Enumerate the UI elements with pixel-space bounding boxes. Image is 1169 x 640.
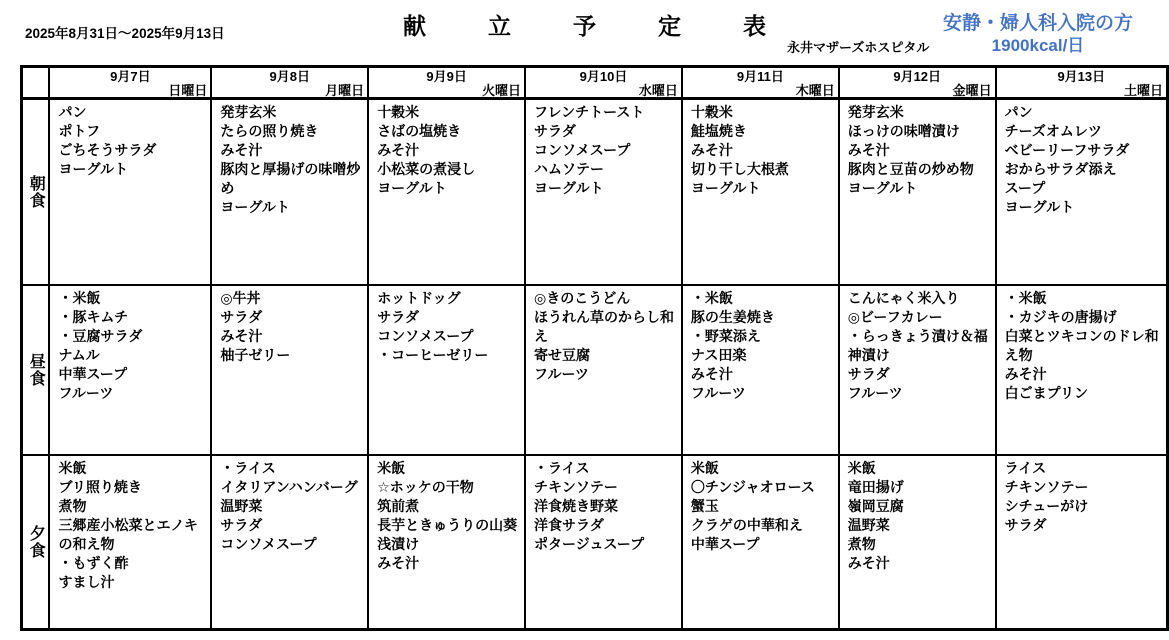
menu-cell — [211, 99, 368, 285]
menu-item: みそ汁 — [377, 554, 420, 571]
menu-item: ☆ホッケの干物 — [377, 478, 474, 495]
menu-cell-items — [840, 286, 995, 406]
menu-item: 蟹玉 — [690, 497, 719, 514]
menu-cell — [368, 285, 525, 455]
menu-item: ほうれん草のからし和え — [534, 308, 675, 344]
menu-item: みそ汁 — [847, 554, 890, 571]
menu-item: 温野菜 — [220, 497, 263, 514]
menu-item: フルーツ — [690, 384, 746, 401]
menu-item: フレンチトースト — [534, 104, 645, 120]
menu-table-header — [22, 67, 1168, 99]
menu-item: ヨーグルト — [1004, 199, 1075, 215]
menu-item: 煮物 — [847, 535, 876, 552]
menu-item: チキンソテー — [1004, 478, 1089, 495]
menu-item: 〇チンジャオロース — [690, 478, 815, 495]
menu-cell — [525, 285, 682, 455]
day-weekday: 木曜日 — [795, 83, 835, 98]
meal-label: 昼食 — [27, 352, 45, 387]
menu-item: 豚の生姜焼き — [690, 308, 775, 325]
menu-cell — [682, 455, 839, 630]
menu-item: コンソメスープ — [220, 535, 317, 552]
menu-item: チキンソテー — [534, 478, 618, 495]
day-weekday: 土曜日 — [1123, 83, 1163, 98]
menu-item: 十穀米 — [690, 104, 733, 120]
menu-item: 米飯 — [377, 459, 406, 476]
menu-cell-items — [997, 100, 1166, 220]
menu-cell — [49, 455, 211, 630]
menu-item: サラダ — [847, 365, 890, 382]
menu-item: サラダ — [220, 308, 263, 325]
menu-cell-items — [50, 286, 210, 406]
menu-table — [20, 65, 1169, 631]
menu-item: 発芽玄米 — [847, 104, 904, 120]
day-header-5 — [682, 67, 839, 99]
diet-note-audience: 安静・婦人科入院の方 — [942, 13, 1133, 34]
menu-cell-items — [840, 456, 995, 576]
menu-item: ヨーグルト — [58, 161, 129, 177]
menu-cell — [682, 285, 839, 455]
menu-item: ・米飯 — [690, 289, 733, 306]
day-header-7 — [996, 67, 1168, 99]
menu-item: チーズオムレツ — [1004, 123, 1102, 139]
day-date: 9月11日 — [736, 69, 784, 84]
menu-item: すまし汁 — [58, 573, 115, 590]
menu-cell-items — [212, 100, 367, 220]
menu-item: ◎きのこうどん — [534, 289, 631, 306]
menu-item: ポトフ — [58, 123, 101, 139]
menu-item: 筑前煮 — [377, 497, 420, 514]
diet-note-kcal: 1900kcal/日 — [991, 35, 1085, 55]
menu-item: ・らっきょう漬け＆福神漬け — [847, 327, 988, 363]
menu-cell-items — [997, 456, 1166, 538]
menu-table-body — [22, 99, 1168, 630]
menu-item: みそ汁 — [220, 142, 263, 158]
meal-label-cell — [22, 455, 50, 630]
menu-cell-items — [369, 456, 524, 576]
page-title: 献立予定表 — [403, 13, 828, 39]
menu-item: イタリアンハンバーグ — [220, 478, 358, 495]
menu-cell-items — [683, 286, 838, 406]
day-weekday: 月曜日 — [325, 83, 365, 98]
menu-item: ・カジキの唐揚げ — [1004, 308, 1117, 325]
menu-item: ライス — [1004, 459, 1047, 476]
menu-item: ホットドッグ — [377, 289, 461, 306]
menu-item: ナムル — [58, 346, 100, 363]
menu-item: パン — [1004, 104, 1033, 120]
menu-cell-items — [212, 456, 367, 557]
menu-item: みそ汁 — [847, 142, 890, 158]
menu-item: 米飯 — [58, 459, 87, 476]
menu-cell-items — [50, 100, 210, 182]
menu-item: ほっけの味噌漬け — [847, 123, 960, 139]
menu-item: ・米飯 — [58, 289, 101, 306]
day-date: 9月9日 — [426, 69, 467, 84]
menu-cell — [996, 455, 1168, 630]
menu-item: フルーツ — [847, 384, 903, 401]
menu-cell — [49, 285, 211, 455]
menu-item: 洋食焼き野菜 — [534, 497, 619, 514]
menu-cell — [525, 99, 682, 285]
menu-item: 小松菜の煮浸し — [377, 161, 476, 177]
menu-item: フルーツ — [534, 365, 589, 382]
menu-item: ◎牛丼 — [220, 289, 261, 306]
meal-row-breakfast — [22, 99, 1168, 285]
menu-item: みそ汁 — [1004, 365, 1047, 382]
menu-item: 寄せ豆腐 — [534, 346, 591, 363]
menu-item: 発芽玄米 — [220, 104, 277, 120]
menu-item: 柚子ゼリー — [220, 346, 291, 363]
menu-item: ヨーグルト — [377, 180, 447, 196]
meal-row-dinner — [22, 455, 1168, 630]
menu-cell — [368, 99, 525, 285]
menu-cell-items — [212, 286, 367, 368]
menu-item: さばの塩焼き — [377, 123, 462, 139]
menu-item: サラダ — [377, 308, 420, 325]
menu-item: サラダ — [534, 123, 576, 139]
menu-item: 長芋ときゅうりの山葵浅漬け — [377, 516, 518, 552]
menu-cell — [211, 455, 368, 630]
menu-item: フルーツ — [58, 384, 114, 401]
menu-item: ・コーヒーゼリー — [377, 346, 489, 363]
menu-cell — [839, 455, 996, 630]
date-range: 2025年8月31日～2025年9月13日 — [25, 26, 225, 41]
menu-item: 中華スープ — [690, 535, 760, 552]
menu-item: おからサラダ添え — [1004, 161, 1117, 177]
menu-cell-items — [369, 100, 524, 201]
day-header-3 — [368, 67, 525, 99]
menu-item: ・豆腐サラダ — [58, 327, 143, 344]
menu-item: ◎ビーフカレー — [847, 308, 943, 325]
day-weekday: 金曜日 — [952, 83, 992, 98]
menu-item: ヨーグルト — [847, 180, 918, 196]
corner-cell — [22, 67, 50, 99]
menu-item: 竜田揚げ — [847, 478, 904, 495]
day-weekday: 火曜日 — [482, 83, 522, 98]
menu-item: ヨーグルト — [690, 180, 761, 196]
day-date: 9月10日 — [579, 69, 628, 84]
menu-item: ポタージュスープ — [534, 535, 645, 552]
menu-item: ナス田楽 — [690, 346, 747, 363]
menu-item: サラダ — [220, 516, 263, 533]
menu-item: たらの照り焼き — [220, 123, 319, 139]
menu-item: こんにゃく米入り — [847, 289, 960, 306]
meal-row-lunch — [22, 285, 1168, 455]
menu-item: コンソメスープ — [534, 142, 631, 158]
menu-cell-items — [50, 456, 210, 595]
menu-item: ・野菜添え — [690, 327, 761, 344]
menu-item: ・ライス — [534, 459, 590, 476]
menu-item: ごちそうサラダ — [58, 142, 157, 158]
menu-cell — [211, 285, 368, 455]
day-date: 9月7日 — [110, 69, 151, 84]
day-weekday: 水曜日 — [638, 83, 678, 98]
meal-label: 夕食 — [27, 524, 45, 559]
menu-item: みそ汁 — [220, 327, 263, 344]
menu-cell — [368, 455, 525, 630]
menu-cell — [49, 99, 211, 285]
menu-item: 豚肉と厚揚げの味噌炒め — [220, 161, 361, 196]
menu-item: 切り干し大根煮 — [690, 161, 789, 177]
menu-item: 十穀米 — [377, 104, 420, 120]
menu-item: ヨーグルト — [220, 199, 290, 215]
header-row — [22, 67, 1168, 99]
menu-item: ・もずく酢 — [58, 554, 129, 571]
menu-cell — [839, 99, 996, 285]
menu-cell — [682, 99, 839, 285]
day-date: 9月8日 — [269, 69, 310, 84]
menu-item: パン — [58, 104, 87, 120]
menu-item: コンソメスープ — [377, 327, 474, 344]
menu-cell-items — [840, 100, 995, 201]
menu-cell — [996, 285, 1168, 455]
day-weekday: 日曜日 — [168, 83, 208, 98]
menu-cell-items — [997, 286, 1166, 406]
menu-item: みそ汁 — [690, 142, 733, 158]
menu-cell-items — [526, 286, 681, 387]
menu-item: 温野菜 — [847, 516, 890, 533]
day-header-6 — [839, 67, 996, 99]
day-date: 9月12日 — [893, 69, 942, 84]
day-header-2 — [211, 67, 368, 99]
menu-item: ヨーグルト — [534, 180, 604, 196]
menu-cell-items — [526, 456, 681, 557]
day-date: 9月13日 — [1057, 69, 1106, 84]
menu-item: ブリ照り焼き — [58, 478, 142, 495]
menu-item: みそ汁 — [377, 142, 420, 158]
menu-cell-items — [683, 100, 838, 201]
meal-label-cell — [22, 99, 50, 285]
menu-item: 米飯 — [690, 459, 719, 476]
menu-cell — [996, 99, 1168, 285]
menu-item: 米飯 — [847, 459, 876, 476]
menu-item: 洋食サラダ — [534, 516, 604, 533]
meal-label-cell — [22, 285, 50, 455]
menu-cell-items — [369, 286, 524, 368]
menu-item: 三郷産小松菜とエノキの和え物 — [58, 516, 198, 552]
menu-cell-items — [683, 456, 838, 557]
menu-cell — [525, 455, 682, 630]
menu-cell — [839, 285, 996, 455]
menu-cell-items — [526, 100, 681, 201]
menu-item: シチューがけ — [1004, 497, 1089, 514]
menu-item: スープ — [1004, 180, 1046, 196]
menu-item: 豚肉と豆苗の炒め物 — [847, 161, 974, 177]
day-header-4 — [525, 67, 682, 99]
menu-item: サラダ — [1004, 516, 1047, 533]
menu-item: ・ライス — [220, 459, 276, 476]
menu-item: ハムソテー — [534, 161, 605, 177]
menu-item: ベビーリーフサラダ — [1004, 142, 1130, 158]
menu-item: 白菜とツキコンのドレ和え物 — [1004, 327, 1159, 363]
menu-item: クラゲの中華和え — [690, 516, 803, 533]
hospital-name: 永井マザーズホスピタル — [787, 40, 930, 55]
diet-note — [909, 13, 1167, 56]
menu-item: ・米飯 — [1004, 289, 1047, 306]
menu-item: 煮物 — [58, 497, 87, 514]
menu-item: 中華スープ — [58, 365, 128, 382]
menu-item: 鮭塩焼き — [690, 123, 747, 139]
menu-item: 嶺岡豆腐 — [847, 497, 904, 514]
meal-label: 朝食 — [27, 174, 45, 209]
menu-item: ・豚キムチ — [58, 308, 129, 325]
menu-item: 白ごまプリン — [1004, 384, 1089, 401]
day-header-1 — [49, 67, 211, 99]
menu-item: みそ汁 — [690, 365, 733, 382]
